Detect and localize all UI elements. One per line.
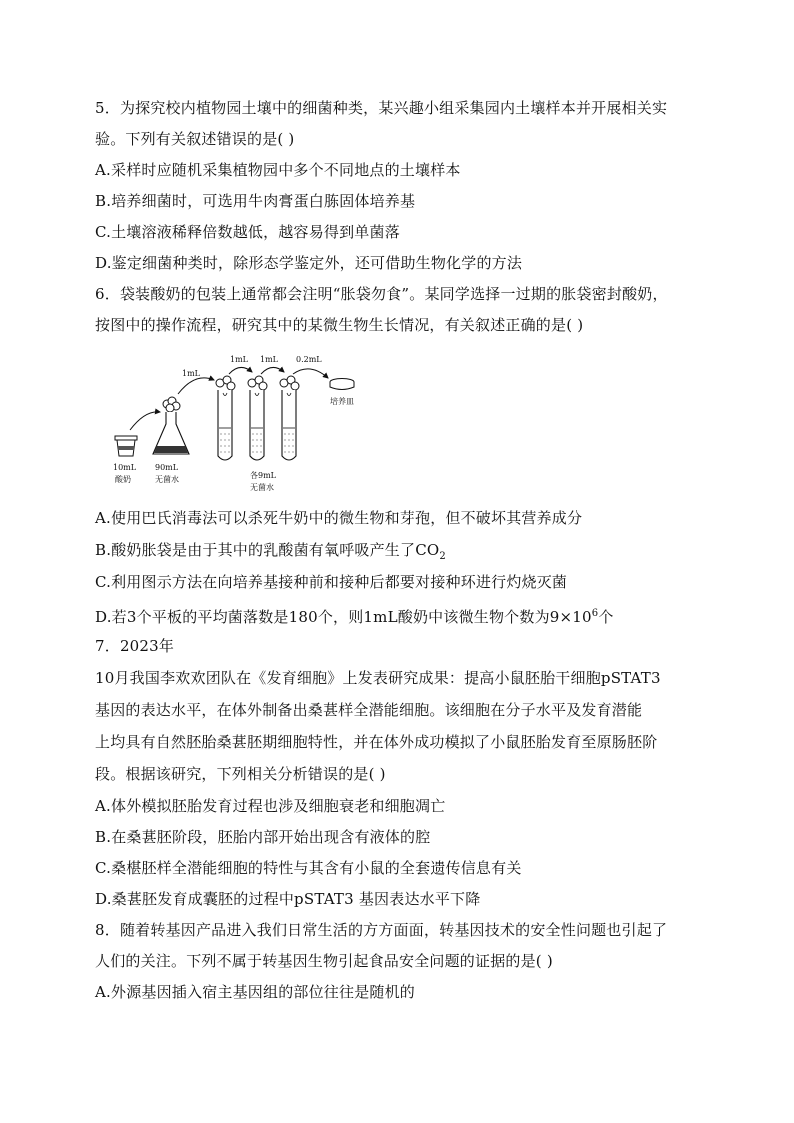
- q8-stem-line-1: 8．随着转基因产品进入我们日常生活的方方面面，转基因技术的安全性问题也引起了: [95, 921, 668, 939]
- yogurt-label: 酸奶: [115, 475, 131, 484]
- q6-option-c: C.利用图示方法在向培养基接种前和接种后都要对接种环进行灼烧灭菌: [95, 573, 568, 591]
- q7-stem-line-5: 段。根据该研究，下列相关分析错误的是( ): [95, 765, 386, 783]
- q7-option-c: C.桑椹胚样全潜能细胞的特性与其含有小鼠的全套遗传信息有关: [95, 859, 522, 877]
- yogurt-volume-label: 10mL: [113, 463, 137, 472]
- q6-option-b-text: B.酸奶胀袋是由于其中的乳酸菌有氧呼吸产生了CO: [95, 541, 440, 559]
- q7-stem-line-1: 7．2023年: [95, 637, 175, 655]
- q7-option-d: D.桑葚胚发育成囊胚的过程中pSTAT3 基因表达水平下降: [95, 890, 481, 908]
- tube-transfer-2-label: 1mL: [260, 355, 278, 364]
- q5-stem-line-2: 验。下列有关叙述错误的是( ): [95, 130, 295, 148]
- plate-transfer-label: 0.2mL: [296, 355, 322, 364]
- test-tube-2-icon: [248, 376, 267, 460]
- q7-option-b: B.在桑葚胚阶段，胚胎内部开始出现含有液体的腔: [95, 828, 431, 846]
- q6-option-b-subscript: 2: [439, 551, 446, 562]
- plate-label: 培养皿: [330, 397, 354, 406]
- q5-option-a: A.采样时应随机采集植物园中多个不同地点的土壤样本: [95, 161, 461, 179]
- q6-stem-line-2: 按图中的操作流程，研究其中的某微生物生长情况，有关叙述正确的是( ): [95, 316, 584, 334]
- tubes-water-label: 无菌水: [250, 483, 274, 492]
- q6-stem-line-1: 6．袋装酸奶的包装上通常都会注明“胀袋勿食”。某同学选择一过期的胀袋密封酸奶，: [95, 285, 668, 303]
- q6-option-a: A.使用巴氏消毒法可以杀死牛奶中的微生物和芽孢，但不破坏其营养成分: [95, 509, 583, 527]
- test-tube-3-icon: [280, 376, 299, 460]
- q5-option-c: C.土壤溶液稀释倍数越低，越容易得到单菌落: [95, 223, 400, 241]
- q6-option-d-superscript: 6: [591, 608, 599, 619]
- q6-option-b: [95, 540, 446, 567]
- q7-stem-line-2: 10月我国李欢欢团队在《发育细胞》上发表研究成果：提高小鼠胚胎干细胞pSTAT3: [95, 669, 661, 687]
- petri-dish-icon: [330, 379, 354, 390]
- tubes-volume-label: 各9mL: [250, 471, 276, 480]
- q7-stem-line-3: 基因的表达水平，在体外制备出桑葚样全潜能细胞。该细胞在分子水平及发育潜能: [95, 701, 643, 719]
- arrow-tube-1-to-tube-2: [229, 367, 252, 374]
- q6-option-d-text: D.若3个平板的平均菌落数是180个，则1mL酸奶中该微生物个数为9×10: [95, 608, 592, 626]
- dilution-plating-diagram: [110, 350, 410, 500]
- arrow-tube-2-to-tube-3: [261, 367, 284, 374]
- diagram-svg: [110, 350, 410, 500]
- q8-stem-line-2: 人们的关注。下列不属于转基因生物引起食品安全问题的证据的是( ): [95, 952, 553, 970]
- q5-option-d: D.鉴定细菌种类时，除形态学鉴定外，还可借助生物化学的方法: [95, 254, 523, 272]
- arrow-tube-3-to-plate: [293, 369, 328, 378]
- q8-option-a: A.外源基因插入宿主基因组的部位往往是随机的: [95, 983, 416, 1001]
- q5-option-b: B.培养细菌时，可选用牛肉膏蛋白胨固体培养基: [95, 192, 416, 210]
- q5-stem-line-1: 5．为探究校内植物园土壤中的细菌种类，某兴趣小组采集园内土壤样本并开展相关实: [95, 99, 668, 117]
- yogurt-cup-icon: [115, 436, 137, 456]
- flask-icon: [153, 397, 189, 454]
- flask-transfer-label: 1mL: [182, 369, 200, 378]
- arrow-yogurt-to-flask: [130, 412, 160, 430]
- q6-option-d: [95, 604, 614, 627]
- arrow-flask-to-tube-1: [178, 378, 214, 394]
- tube-transfer-1-label: 1mL: [230, 355, 248, 364]
- q6-option-d-unit: 个: [598, 608, 614, 626]
- q7-stem-line-4: 上均具有自然胚胎桑葚胚期细胞特性，并在体外成功模拟了小鼠胚胎发育至原肠胚阶: [95, 733, 658, 751]
- q7-option-a: A.体外模拟胚胎发育过程也涉及细胞衰老和细胞凋亡: [95, 797, 446, 815]
- test-tube-1-icon: [216, 376, 235, 460]
- flask-water-label: 无菌水: [155, 475, 179, 484]
- flask-volume-label: 90mL: [155, 463, 179, 472]
